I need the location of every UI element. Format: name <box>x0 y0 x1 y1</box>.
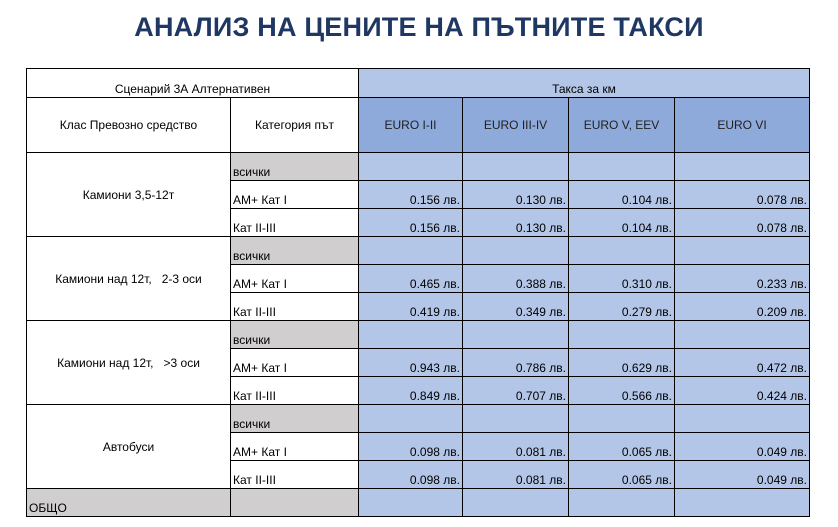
fee-cell: 0.707 лв. <box>463 377 569 405</box>
fee-cell <box>569 321 675 349</box>
euro-class-header: EURO VI <box>675 98 810 153</box>
fee-cell <box>359 405 463 433</box>
fee-cell <box>359 153 463 181</box>
road-category-cell: всички <box>231 321 359 349</box>
fee-cell: 0.233 лв. <box>675 265 810 293</box>
fee-cell: 0.419 лв. <box>359 293 463 321</box>
road-category-cell: всички <box>231 153 359 181</box>
total-fee-cell <box>359 489 463 517</box>
fee-cell: 0.279 лв. <box>569 293 675 321</box>
fee-cell <box>675 237 810 265</box>
total-category-cell <box>231 489 359 517</box>
fee-cell: 0.472 лв. <box>675 349 810 377</box>
fee-cell: 0.065 лв. <box>569 461 675 489</box>
fee-cell: 0.065 лв. <box>569 433 675 461</box>
fee-cell: 0.156 лв. <box>359 181 463 209</box>
fee-table <box>26 68 810 517</box>
road-category-header: Категория път <box>231 98 359 153</box>
fee-cell <box>675 321 810 349</box>
fee-cell <box>569 237 675 265</box>
fee-cell <box>569 405 675 433</box>
table-row <box>27 405 810 433</box>
fee-cell: 0.081 лв. <box>463 433 569 461</box>
fee-cell: 0.209 лв. <box>675 293 810 321</box>
fee-cell <box>359 321 463 349</box>
road-category-cell: Кат ІІ-ІІІ <box>231 209 359 237</box>
scenario-header: Сценарий 3А Алтернативен <box>27 69 359 98</box>
vehicle-class-header: Клас Превозно средство <box>27 98 231 153</box>
fee-cell <box>463 153 569 181</box>
fee-cell: 0.049 лв. <box>675 433 810 461</box>
fee-cell: 0.786 лв. <box>463 349 569 377</box>
fee-cell: 0.081 лв. <box>463 461 569 489</box>
fee-cell: 0.049 лв. <box>675 461 810 489</box>
fee-cell <box>675 405 810 433</box>
fee-cell: 0.943 лв. <box>359 349 463 377</box>
vehicle-class-cell: Камиони над 12т, 2-3 оси <box>27 237 231 321</box>
road-category-cell: АМ+ Кат І <box>231 181 359 209</box>
fee-cell: 0.078 лв. <box>675 209 810 237</box>
vehicle-class-cell: Камиони над 12т, >3 оси <box>27 321 231 405</box>
fee-cell: 0.104 лв. <box>569 209 675 237</box>
fee-cell: 0.566 лв. <box>569 377 675 405</box>
fee-cell <box>675 153 810 181</box>
road-category-cell: АМ+ Кат І <box>231 265 359 293</box>
fee-cell <box>463 321 569 349</box>
table-row <box>27 237 810 265</box>
page-title: АНАЛИЗ НА ЦЕНИТЕ НА ПЪТНИТЕ ТАКСИ <box>134 12 704 42</box>
fee-cell: 0.104 лв. <box>569 181 675 209</box>
road-category-cell: всички <box>231 405 359 433</box>
total-label: ОБЩО <box>27 489 231 517</box>
fee-cell: 0.849 лв. <box>359 377 463 405</box>
fee-cell: 0.098 лв. <box>359 461 463 489</box>
euro-class-header: EURO V, EEV <box>569 98 675 153</box>
fee-cell: 0.130 лв. <box>463 209 569 237</box>
fee-cell <box>359 237 463 265</box>
euro-class-header: EURO I-II <box>359 98 463 153</box>
fee-cell: 0.629 лв. <box>569 349 675 377</box>
total-fee-cell <box>463 489 569 517</box>
road-category-cell: всички <box>231 237 359 265</box>
table-row <box>27 153 810 181</box>
road-category-cell: АМ+ Кат І <box>231 349 359 377</box>
vehicle-class-cell: Автобуси <box>27 405 231 489</box>
fee-cell: 0.424 лв. <box>675 377 810 405</box>
euro-class-header: EURO III-IV <box>463 98 569 153</box>
fee-cell: 0.349 лв. <box>463 293 569 321</box>
road-category-cell: Кат ІІ-ІІІ <box>231 293 359 321</box>
total-fee-cell <box>569 489 675 517</box>
fee-cell: 0.388 лв. <box>463 265 569 293</box>
fee-cell <box>463 237 569 265</box>
fee-per-km-header: Такса за км <box>359 69 810 98</box>
fee-cell <box>569 153 675 181</box>
road-category-cell: Кат ІІ-ІІІ <box>231 461 359 489</box>
fee-cell: 0.098 лв. <box>359 433 463 461</box>
vehicle-class-cell: Камиони 3,5-12т <box>27 153 231 237</box>
table-row <box>27 321 810 349</box>
road-category-cell: Кат ІІ-ІІІ <box>231 377 359 405</box>
fee-cell: 0.465 лв. <box>359 265 463 293</box>
fee-cell <box>463 405 569 433</box>
total-fee-cell <box>675 489 810 517</box>
fee-cell: 0.078 лв. <box>675 181 810 209</box>
fee-cell: 0.130 лв. <box>463 181 569 209</box>
fee-cell: 0.310 лв. <box>569 265 675 293</box>
fee-cell: 0.156 лв. <box>359 209 463 237</box>
total-row <box>27 489 810 517</box>
road-category-cell: АМ+ Кат І <box>231 433 359 461</box>
